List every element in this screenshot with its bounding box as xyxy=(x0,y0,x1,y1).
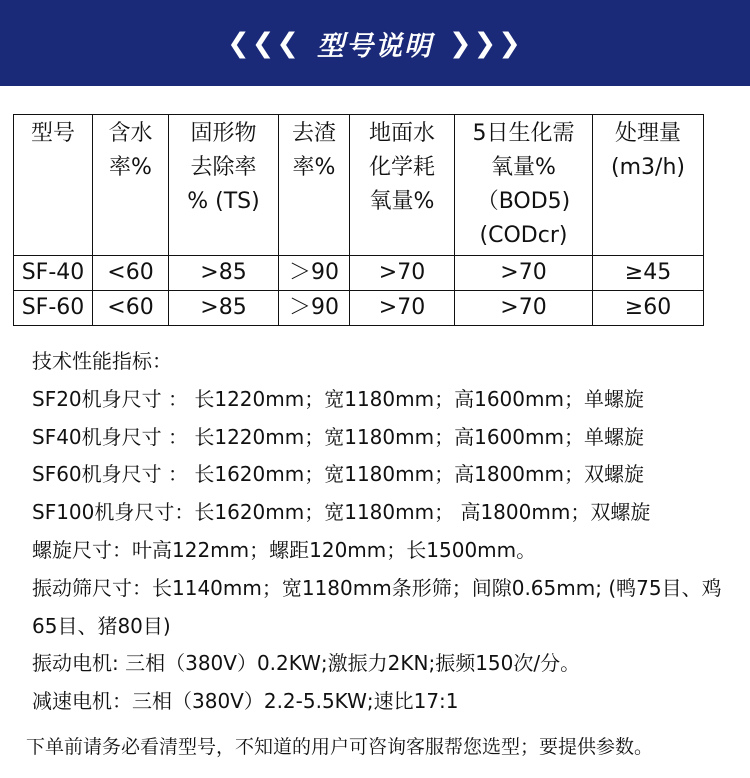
right-chevrons-icon: ❯❯❯ xyxy=(449,27,523,59)
table-header-row xyxy=(14,115,704,256)
table-cell: SF-60 xyxy=(14,291,93,326)
header-bod5: 5日生化需 氧量% （BOD5) (CODcr) xyxy=(455,115,593,256)
table-cell: >70 xyxy=(350,256,455,291)
spec-line-sf60: SF60机身尺寸 ： 长1620mm；宽1180mm；高1800mm；双螺旋 xyxy=(32,462,644,487)
spec-line-reduction-motor: 减速电机：三相（380V）2.2-5.5KW;速比17:1 xyxy=(32,689,459,714)
table-row xyxy=(14,256,704,291)
spec-line-screw: 螺旋尺寸：叶高122mm；螺距120mm；长1500mm。 xyxy=(32,537,537,562)
model-spec-table xyxy=(13,114,704,326)
header-cod: 地面水 化学耗 氧量% xyxy=(350,115,455,256)
spec-line-sf40: SF40机身尺寸 ： 长1220mm；宽1180mm；高1600mm；单螺旋 xyxy=(32,424,644,449)
table-cell: <60 xyxy=(93,291,169,326)
specs-heading: 技术性能指标： xyxy=(32,349,172,373)
spec-line-sf100: SF100机身尺寸：长1620mm；宽1180mm； 高1800mm；双螺旋 xyxy=(32,500,651,525)
header-moisture: 含水 率% xyxy=(93,115,169,256)
header-capacity: 处理量 (m3/h) xyxy=(593,115,704,256)
title-banner xyxy=(0,0,750,86)
table-cell: >70 xyxy=(455,256,593,291)
order-notice: 下单前请务必看清型号，不知道的用户可咨询客服帮您选型；要提供参数。 xyxy=(26,736,654,758)
table-cell: >70 xyxy=(455,291,593,326)
table-cell: >85 xyxy=(169,291,279,326)
table-row xyxy=(14,291,704,326)
technical-specs xyxy=(32,343,732,721)
table-cell: >70 xyxy=(350,291,455,326)
table-cell: >85 xyxy=(169,256,279,291)
spec-line-vibration-motor: 振动电机: 三相（380V）0.2KW;激振力2KN;振频150次/分。 xyxy=(32,651,581,676)
table-cell: ≥45 xyxy=(593,256,704,291)
table-cell: SF-40 xyxy=(14,256,93,291)
header-residue-removal: 去渣 率% xyxy=(279,115,350,256)
table-cell: ＞90 xyxy=(279,291,350,326)
spec-line-sf20: SF20机身尺寸 ： 长1220mm；宽1180mm；高1600mm；单螺旋 xyxy=(32,386,644,411)
header-ts-removal: 固形物 去除率 % (TS) xyxy=(169,115,279,256)
spec-line-screen: 振动筛尺寸：长1140mm；宽1180mm条形筛；间隙0.65mm; (鸭75目、鸡65目、猪80目) xyxy=(32,575,722,638)
table-cell: <60 xyxy=(93,256,169,291)
header-model: 型号 xyxy=(14,115,93,256)
left-chevrons-icon: ❮❮❮ xyxy=(227,27,301,59)
table-cell: ≥60 xyxy=(593,291,704,326)
banner-title: 型号说明 xyxy=(317,30,433,62)
table-cell: ＞90 xyxy=(279,256,350,291)
